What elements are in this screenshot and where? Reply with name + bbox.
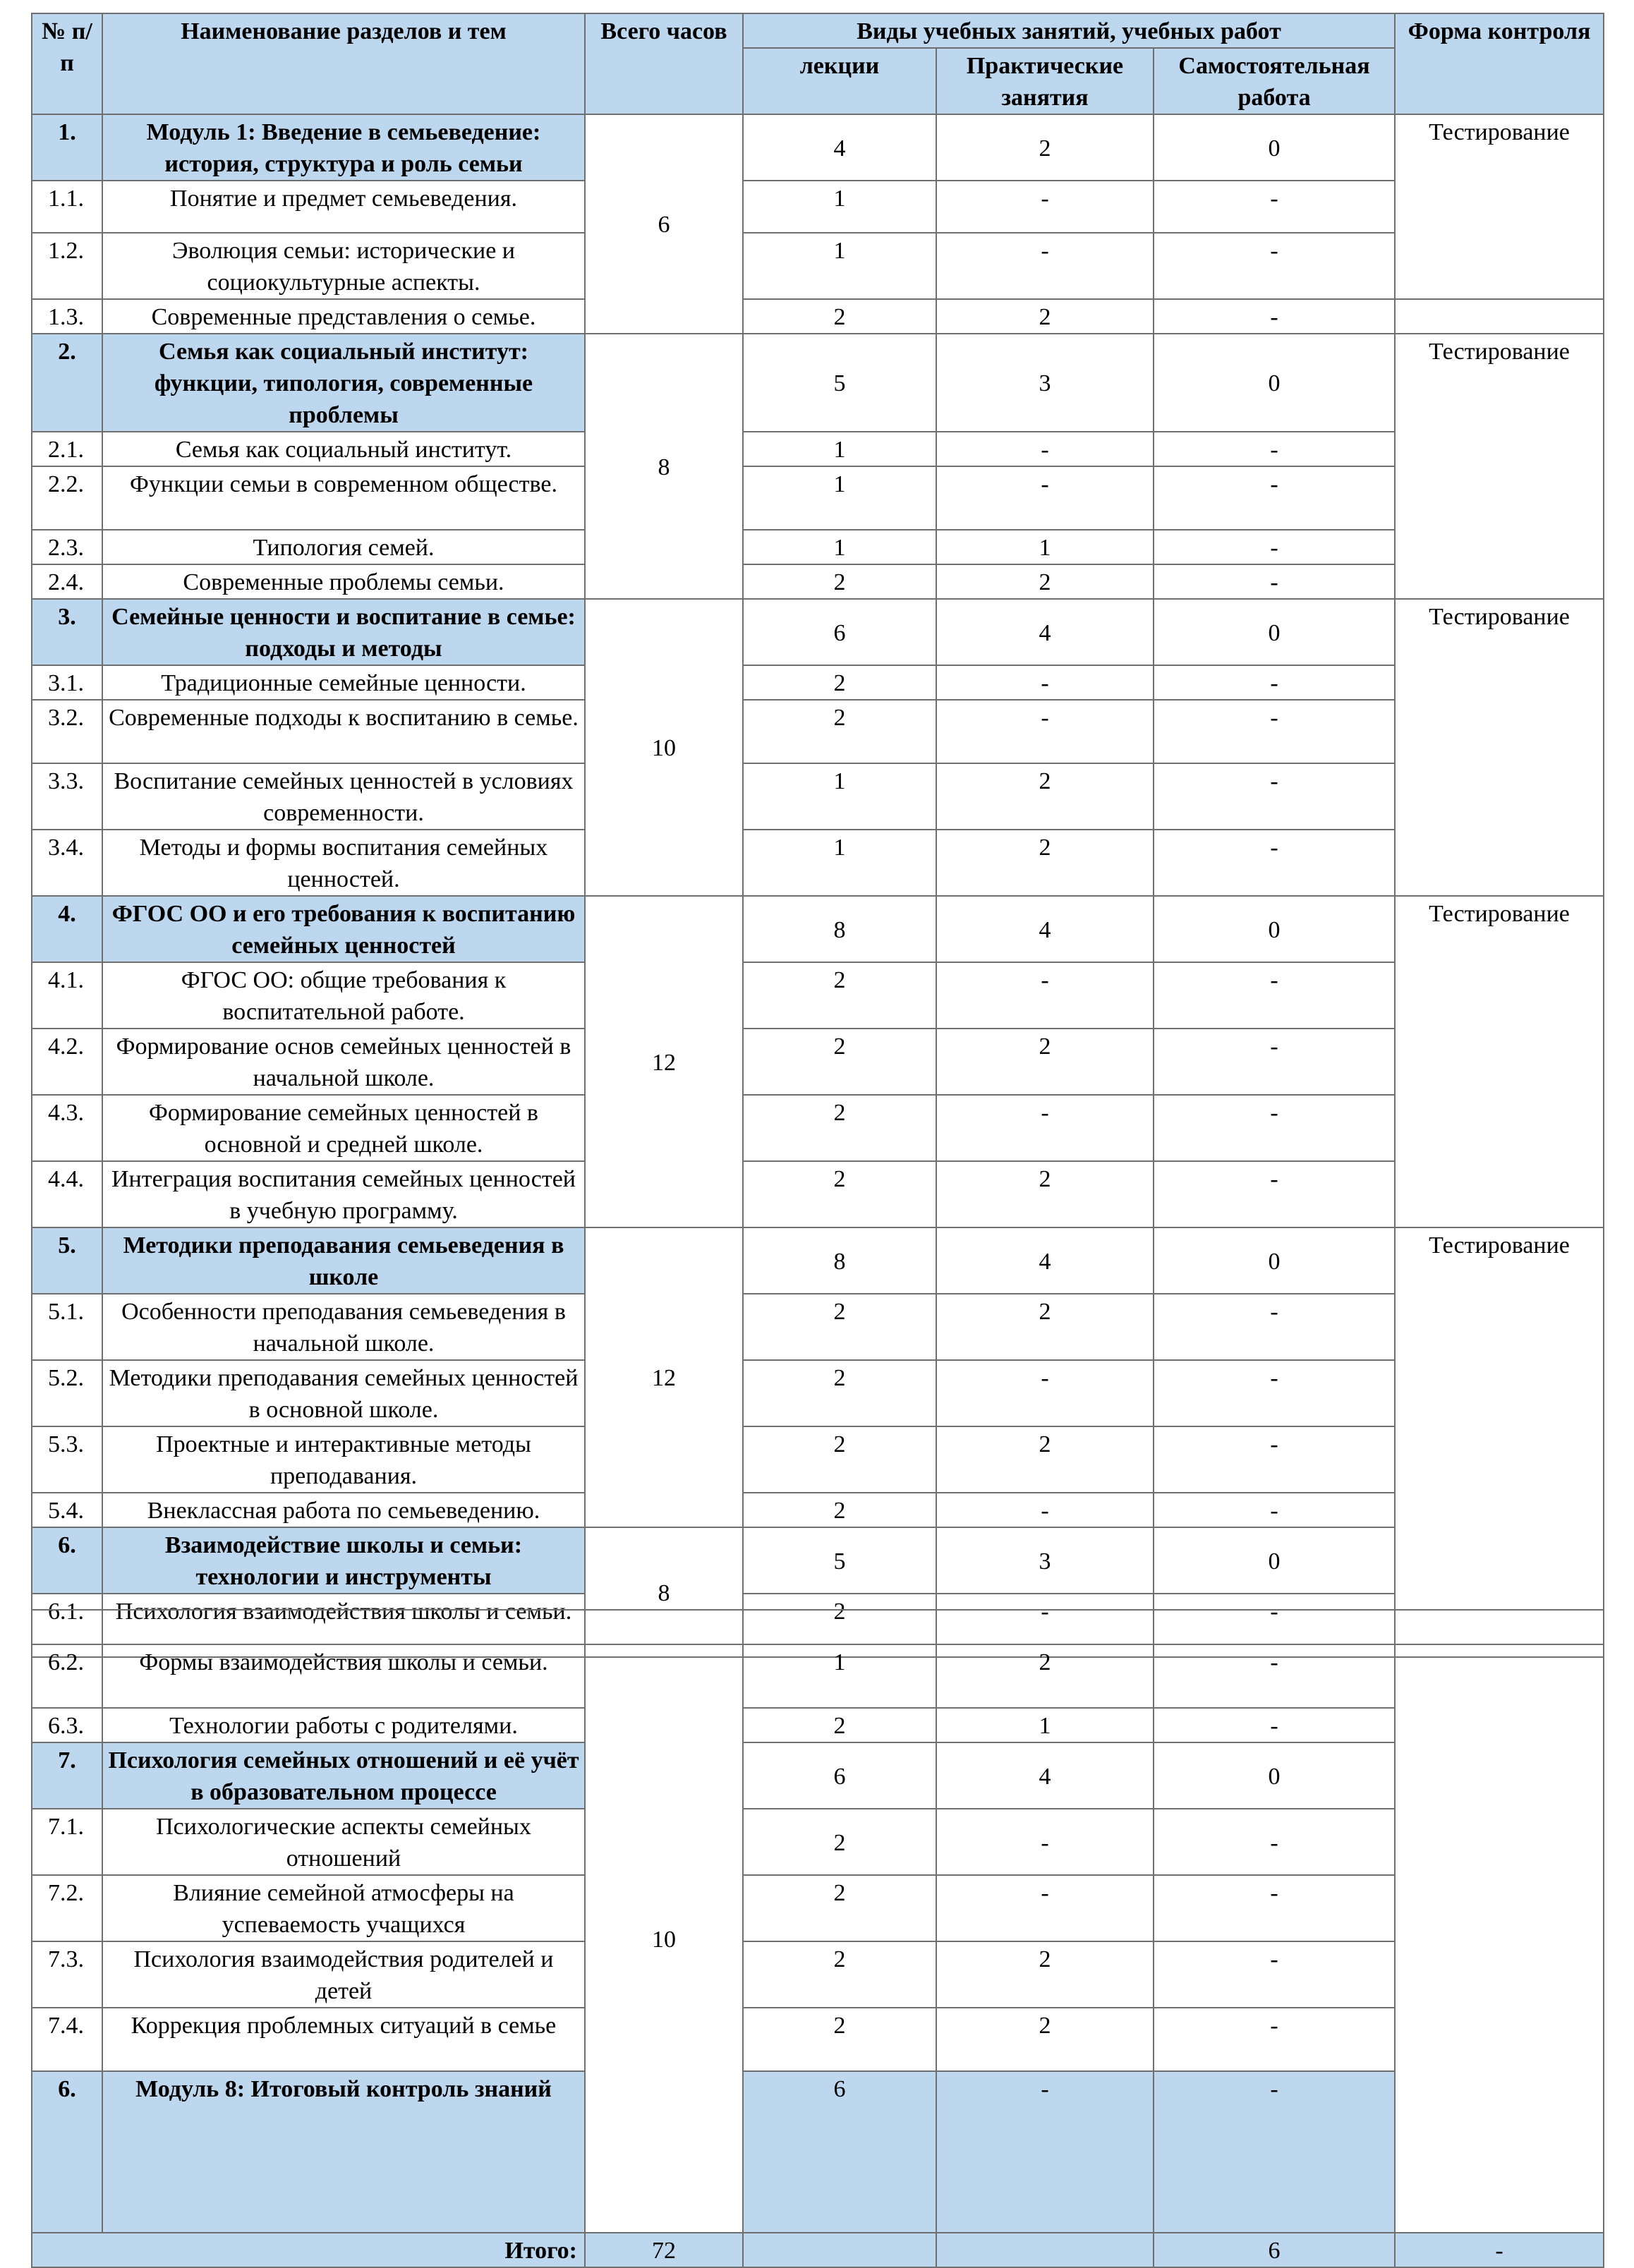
topic-self: - (1154, 830, 1395, 896)
topic-num: 3.3. (32, 763, 102, 830)
module-control: Тестирование (1395, 1227, 1604, 1657)
topic-title: Психологические аспекты семейных отношений (102, 1809, 585, 1875)
topic-num: 5.1. (32, 1294, 102, 1360)
module-practice: 2 (936, 114, 1154, 181)
topic-lectures: 2 (743, 1360, 936, 1426)
topic-num: 2.2. (32, 466, 102, 530)
module-lectures: 8 (743, 1227, 936, 1294)
module-practice: - (1154, 2071, 1395, 2233)
topic-self: - (1154, 2008, 1395, 2071)
topic-self: - (1154, 299, 1395, 334)
module-lectures: 5 (743, 334, 936, 432)
topic-self: - (1154, 181, 1395, 233)
topic-lectures: 2 (743, 564, 936, 599)
topic-title: Психология взаимодействия родителей и детей (102, 1941, 585, 2008)
topic-practice: 2 (936, 1294, 1154, 1360)
topic-num: 1.1. (32, 181, 102, 233)
totals-control: - (1395, 2233, 1604, 2267)
topic-lectures: 2 (743, 665, 936, 700)
topic-lectures: 1 (743, 466, 936, 530)
module-practice: 4 (936, 1227, 1154, 1294)
topic-title: Семья как социальный институт. (102, 432, 585, 466)
module-total-hours: 6 (743, 2071, 936, 2233)
topic-lectures: 1 (743, 830, 936, 896)
topic-num: 4.1. (32, 962, 102, 1029)
module-self: 0 (1154, 1227, 1395, 1294)
topic-title: Эволюция семьи: исторические и социокультурные аспекты. (102, 233, 585, 299)
topic-title: Современные проблемы семьи. (102, 564, 585, 599)
topic-num: 3.1. (32, 665, 102, 700)
control-empty (1395, 299, 1604, 334)
topic-self: - (1154, 1029, 1395, 1095)
topic-num: 2.3. (32, 530, 102, 564)
topic-title: ФГОС ОО: общие требования к воспитательной работе. (102, 962, 585, 1029)
header-control: Форма контроля (1395, 13, 1604, 114)
topic-self: - (1154, 700, 1395, 763)
topic-num: 7.4. (32, 2008, 102, 2071)
module-control: Тестирование (1395, 896, 1604, 1227)
topic-self: - (1154, 1644, 1395, 1708)
topic-practice: - (936, 1809, 1154, 1875)
topic-lectures: 2 (743, 299, 936, 334)
topic-self: - (1154, 1809, 1395, 1875)
topic-practice: - (936, 466, 1154, 530)
module-total-hours: 12 (585, 896, 743, 1227)
topic-num: 6.2. (32, 1644, 102, 1708)
topic-practice: 2 (936, 1426, 1154, 1493)
topic-self: - (1154, 1941, 1395, 2008)
topic-self: - (1154, 1161, 1395, 1227)
module-total-hours: 8 (585, 1527, 743, 1657)
topic-title: Проектные и интерактивные методы преподавания. (102, 1426, 585, 1493)
topic-self: - (1154, 962, 1395, 1029)
module-total-hours: 8 (585, 334, 743, 599)
module-lectures: 6 (743, 1742, 936, 1809)
topic-practice: - (936, 233, 1154, 299)
module-title: Семья как социальный институт: функции, типология, современные проблемы (102, 334, 585, 432)
topic-practice: - (936, 665, 1154, 700)
topic-title: Интеграция воспитания семейных ценностей в учебную программу. (102, 1161, 585, 1227)
module-title: Психология семейных отношений и её учёт в образовательном процессе (102, 1742, 585, 1809)
module-num: 7. (32, 1742, 102, 1809)
topic-num: 3.4. (32, 830, 102, 896)
topic-title: Методики преподавания семейных ценностей в основной школе. (102, 1360, 585, 1426)
topic-practice: 2 (936, 830, 1154, 896)
totals-practice (936, 2233, 1154, 2267)
topic-num: 1.2. (32, 233, 102, 299)
topic-lectures: 1 (743, 1644, 936, 1708)
topic-num: 4.2. (32, 1029, 102, 1095)
topic-practice: - (936, 962, 1154, 1029)
topic-lectures: 2 (743, 1594, 936, 1657)
topic-lectures: 2 (743, 1029, 936, 1095)
topic-self: - (1154, 564, 1395, 599)
topic-title: Типология семей. (102, 530, 585, 564)
module-num: 4. (32, 896, 102, 962)
topic-practice: 2 (936, 564, 1154, 599)
topic-num: 1.3. (32, 299, 102, 334)
module-title: ФГОС ОО и его требования к воспитанию семейных ценностей (102, 896, 585, 962)
topic-lectures: 2 (743, 1095, 936, 1161)
module-lectures: - (936, 2071, 1154, 2233)
module-practice: 4 (936, 1742, 1154, 1809)
module-num: 2. (32, 334, 102, 432)
topic-num: 7.3. (32, 1941, 102, 2008)
header-lectures: лекции (743, 48, 936, 114)
topic-practice: - (936, 700, 1154, 763)
header-practice: Практические занятия (936, 48, 1154, 114)
topic-self: - (1154, 1095, 1395, 1161)
topic-num: 5.4. (32, 1493, 102, 1527)
topic-self: - (1154, 233, 1395, 299)
module-practice: 4 (936, 599, 1154, 665)
topic-title: Формирование основ семейных ценностей в начальной школе. (102, 1029, 585, 1095)
module-title: Семейные ценности и воспитание в семье: подходы и методы (102, 599, 585, 665)
topic-self: - (1154, 1294, 1395, 1360)
module-lectures: 4 (743, 114, 936, 181)
module-num: 1. (32, 114, 102, 181)
topic-lectures: 1 (743, 763, 936, 830)
module-control: Тестирование (1395, 114, 1604, 299)
module-lectures: 6 (743, 599, 936, 665)
topic-num: 4.4. (32, 1161, 102, 1227)
topic-lectures: 2 (743, 1493, 936, 1527)
topic-title: Влияние семейной атмосферы на успеваемость учащихся (102, 1875, 585, 1941)
topic-lectures: 2 (743, 1875, 936, 1941)
topic-practice: - (936, 1493, 1154, 1527)
totals-hours: 72 (585, 2233, 743, 2267)
topic-lectures: 1 (743, 181, 936, 233)
topic-num: 7.1. (32, 1809, 102, 1875)
module-num: 6. (32, 2071, 102, 2233)
topic-num: 5.2. (32, 1360, 102, 1426)
module-lectures: 5 (743, 1527, 936, 1594)
topic-practice: - (936, 432, 1154, 466)
header-types: Виды учебных занятий, учебных работ (743, 13, 1395, 48)
module-num: 3. (32, 599, 102, 665)
topic-lectures: 1 (743, 432, 936, 466)
totals-label: Итого: (32, 2233, 585, 2267)
topic-title: Особенности преподавания семьеведения в начальной школе. (102, 1294, 585, 1360)
totals-lectures (743, 2233, 936, 2267)
topic-num: 2.1. (32, 432, 102, 466)
header-self: Самостоятельная работа (1154, 48, 1395, 114)
module-practice: 3 (936, 334, 1154, 432)
topic-lectures: 2 (743, 1809, 936, 1875)
module-lectures: 8 (743, 896, 936, 962)
module-total-hours: 10 (585, 1644, 743, 2233)
topic-self: - (1154, 665, 1395, 700)
topic-self: - (1154, 1360, 1395, 1426)
topic-self: - (1154, 1594, 1395, 1657)
control-empty (1395, 1644, 1604, 2233)
module-control: Тестирование (1395, 334, 1604, 599)
module-self: 0 (1154, 1742, 1395, 1809)
module-self: 0 (1154, 334, 1395, 432)
module-total-hours: 10 (585, 599, 743, 896)
topic-title: Современные подходы к воспитанию в семье. (102, 700, 585, 763)
topic-self: - (1154, 1426, 1395, 1493)
topic-practice: 2 (936, 299, 1154, 334)
module-total-hours: 12 (585, 1227, 743, 1527)
topic-practice: - (936, 1360, 1154, 1426)
topic-num: 6.1. (32, 1594, 102, 1657)
module-control: Тестирование (1395, 599, 1604, 896)
module-title: Модуль 8: Итоговый контроль знаний (102, 2071, 585, 2233)
topic-num: 3.2. (32, 700, 102, 763)
module-practice: 3 (936, 1527, 1154, 1594)
module-self: 0 (1154, 114, 1395, 181)
topic-self: - (1154, 530, 1395, 564)
topic-title: Внеклассная работа по семьеведению. (102, 1493, 585, 1527)
header-num: № п/п (32, 13, 102, 114)
module-self: 0 (1154, 1527, 1395, 1594)
module-title: Методики преподавания семьеведения в школе (102, 1227, 585, 1294)
topic-practice: 2 (936, 1161, 1154, 1227)
topic-lectures: 2 (743, 700, 936, 763)
topic-title: Традиционные семейные ценности. (102, 665, 585, 700)
topic-self: - (1154, 466, 1395, 530)
topic-title: Понятие и предмет семьеведения. (102, 181, 585, 233)
topic-lectures: 2 (743, 2008, 936, 2071)
topic-practice: 1 (936, 1708, 1154, 1742)
header-total: Всего часов (585, 13, 743, 114)
topic-lectures: 2 (743, 1941, 936, 2008)
topic-title: Технологии работы с родителями. (102, 1708, 585, 1742)
topic-self: - (1154, 1493, 1395, 1527)
topic-self: - (1154, 1875, 1395, 1941)
module-num: 6. (32, 1527, 102, 1594)
topic-self: - (1154, 763, 1395, 830)
topic-practice: 2 (936, 1029, 1154, 1095)
topic-lectures: 2 (743, 1708, 936, 1742)
topic-practice: 2 (936, 2008, 1154, 2071)
topic-lectures: 2 (743, 1294, 936, 1360)
topic-title: Методы и формы воспитания семейных ценностей. (102, 830, 585, 896)
curriculum-table-page-1 (31, 13, 1604, 1658)
topic-num: 6.3. (32, 1708, 102, 1742)
page-break-line (31, 1609, 1603, 1611)
module-title: Взаимодействие школы и семьи: технологии и инструменты (102, 1527, 585, 1594)
header-name: Наименование разделов и тем (102, 13, 585, 114)
topic-practice: 2 (936, 1941, 1154, 2008)
topic-practice: - (936, 1095, 1154, 1161)
module-self: 0 (1154, 599, 1395, 665)
topic-num: 4.3. (32, 1095, 102, 1161)
module-total-hours: 6 (585, 114, 743, 334)
totals-self: 6 (1154, 2233, 1395, 2267)
topic-lectures: 2 (743, 1161, 936, 1227)
curriculum-table-page-2 (31, 1644, 1604, 2268)
topic-self: - (1154, 1708, 1395, 1742)
topic-title: Психология взаимодействия школы и семьи. (102, 1594, 585, 1657)
module-practice: 4 (936, 896, 1154, 962)
topic-title: Современные представления о семье. (102, 299, 585, 334)
topic-practice: - (936, 1875, 1154, 1941)
topic-num: 7.2. (32, 1875, 102, 1941)
topic-num: 2.4. (32, 564, 102, 599)
topic-title: Формы взаимодействия школы и семьи. (102, 1644, 585, 1708)
topic-practice: - (936, 181, 1154, 233)
topic-title: Коррекция проблемных ситуаций в семье (102, 2008, 585, 2071)
topic-practice: 2 (936, 763, 1154, 830)
topic-lectures: 2 (743, 1426, 936, 1493)
module-self: 0 (1154, 896, 1395, 962)
topic-self: - (1154, 432, 1395, 466)
topic-lectures: 1 (743, 530, 936, 564)
module-num: 5. (32, 1227, 102, 1294)
topic-lectures: 1 (743, 233, 936, 299)
topic-practice: 2 (936, 1644, 1154, 1708)
topic-title: Формирование семейных ценностей в основной и средней школе. (102, 1095, 585, 1161)
topic-title: Воспитание семейных ценностей в условиях современности. (102, 763, 585, 830)
topic-practice: 1 (936, 530, 1154, 564)
topic-title: Функции семьи в современном обществе. (102, 466, 585, 530)
topic-practice: - (936, 1594, 1154, 1657)
topic-lectures: 2 (743, 962, 936, 1029)
topic-num: 5.3. (32, 1426, 102, 1493)
module-title: Модуль 1: Введение в семьеведение: история, структура и роль семьи (102, 114, 585, 181)
